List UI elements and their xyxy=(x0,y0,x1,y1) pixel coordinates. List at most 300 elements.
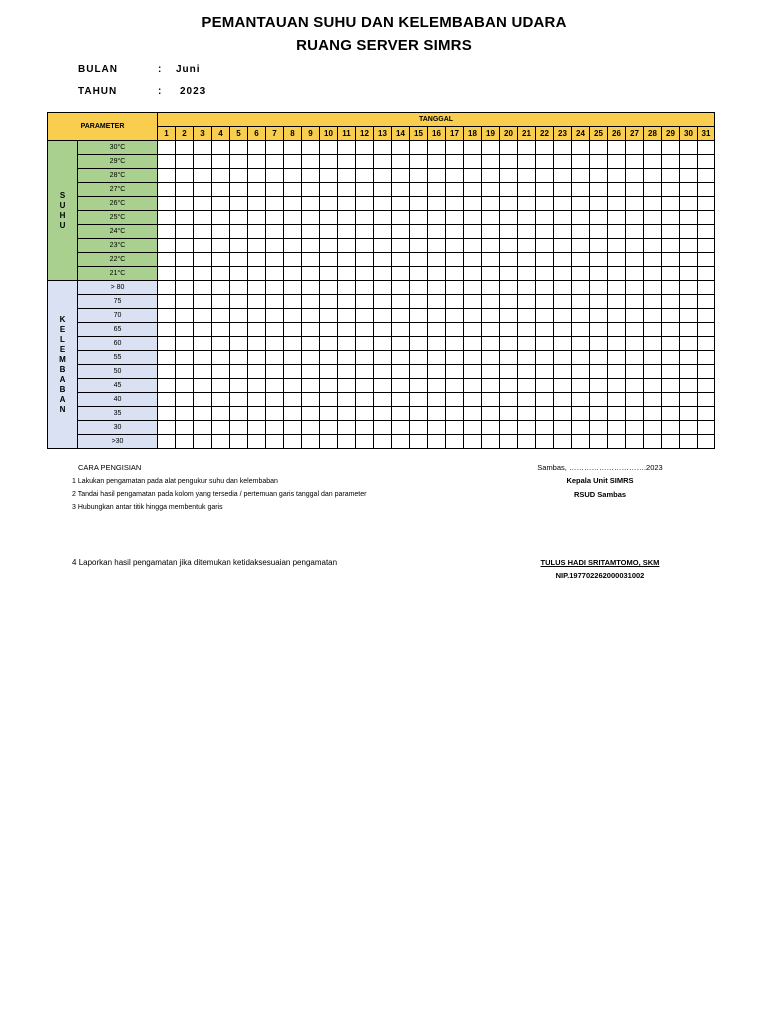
grid-cell xyxy=(446,225,464,239)
grid-cell xyxy=(590,225,608,239)
day-header: 24 xyxy=(572,127,590,141)
grid-cell xyxy=(158,379,176,393)
grid-cell xyxy=(374,253,392,267)
grid-cell xyxy=(518,267,536,281)
grid-cell xyxy=(608,169,626,183)
grid-cell xyxy=(392,225,410,239)
grid-cell xyxy=(554,169,572,183)
grid-cell xyxy=(320,365,338,379)
grid-cell xyxy=(266,379,284,393)
grid-cell xyxy=(446,309,464,323)
grid-cell xyxy=(572,365,590,379)
grid-cell xyxy=(248,253,266,267)
suhu-value: 28°C xyxy=(78,169,158,183)
grid-cell xyxy=(680,239,698,253)
grid-cell xyxy=(176,141,194,155)
grid-cell xyxy=(446,253,464,267)
grid-cell xyxy=(644,309,662,323)
grid-cell xyxy=(266,393,284,407)
grid-cell xyxy=(536,239,554,253)
grid-cell xyxy=(194,239,212,253)
day-header: 23 xyxy=(554,127,572,141)
grid-cell xyxy=(500,393,518,407)
grid-cell xyxy=(302,421,320,435)
grid-cell xyxy=(374,155,392,169)
grid-cell xyxy=(464,421,482,435)
grid-cell xyxy=(500,225,518,239)
day-header: 4 xyxy=(212,127,230,141)
grid-cell xyxy=(410,281,428,295)
grid-cell xyxy=(266,253,284,267)
grid-cell xyxy=(230,379,248,393)
grid-cell xyxy=(680,183,698,197)
grid-cell xyxy=(302,197,320,211)
grid-cell xyxy=(464,267,482,281)
grid-cell xyxy=(410,421,428,435)
grid-cell xyxy=(500,211,518,225)
grid-cell xyxy=(212,155,230,169)
grid-cell xyxy=(338,169,356,183)
grid-cell xyxy=(302,309,320,323)
grid-cell xyxy=(338,365,356,379)
grid-cell xyxy=(626,267,644,281)
grid-cell xyxy=(608,323,626,337)
grid-cell xyxy=(518,253,536,267)
grid-cell xyxy=(374,225,392,239)
grid-cell xyxy=(302,435,320,449)
grid-cell xyxy=(212,309,230,323)
grid-cell xyxy=(302,379,320,393)
grid-cell xyxy=(302,337,320,351)
grid-cell xyxy=(536,155,554,169)
grid-cell xyxy=(608,337,626,351)
grid-cell xyxy=(284,253,302,267)
grid-cell xyxy=(374,435,392,449)
grid-cell xyxy=(608,183,626,197)
grid-cell xyxy=(248,239,266,253)
instruction-text: Laporkan hasil pengamatan jika ditemukan ketidaksesuaian pengamatan xyxy=(78,558,338,567)
grid-cell xyxy=(284,281,302,295)
grid-cell xyxy=(662,169,680,183)
grid-cell xyxy=(680,379,698,393)
grid-cell xyxy=(644,141,662,155)
instruction-num: 2 xyxy=(72,491,76,498)
grid-cell xyxy=(464,239,482,253)
day-header: 2 xyxy=(176,127,194,141)
grid-cell xyxy=(248,365,266,379)
grid-cell xyxy=(698,197,715,211)
grid-cell xyxy=(626,141,644,155)
day-header: 27 xyxy=(626,127,644,141)
grid-cell xyxy=(356,169,374,183)
grid-cell xyxy=(662,323,680,337)
grid-cell xyxy=(446,435,464,449)
day-header: 21 xyxy=(518,127,536,141)
grid-cell xyxy=(536,323,554,337)
grid-cell xyxy=(572,281,590,295)
day-header: 14 xyxy=(392,127,410,141)
grid-cell xyxy=(680,211,698,225)
grid-cell xyxy=(266,351,284,365)
grid-cell xyxy=(194,155,212,169)
grid-cell xyxy=(428,225,446,239)
grid-cell xyxy=(392,197,410,211)
grid-cell xyxy=(428,267,446,281)
grid-cell xyxy=(266,295,284,309)
grid-cell xyxy=(518,323,536,337)
grid-cell xyxy=(374,379,392,393)
instruction-num: 3 xyxy=(72,504,76,511)
grid-cell xyxy=(500,141,518,155)
grid-cell xyxy=(212,435,230,449)
grid-cell xyxy=(644,435,662,449)
grid-cell xyxy=(176,155,194,169)
grid-cell xyxy=(284,309,302,323)
grid-cell xyxy=(302,393,320,407)
grid-cell xyxy=(374,141,392,155)
grid-cell xyxy=(176,365,194,379)
instruction-num: 1 xyxy=(72,478,76,485)
grid-cell xyxy=(410,183,428,197)
grid-cell xyxy=(158,407,176,421)
grid-cell xyxy=(590,365,608,379)
grid-cell xyxy=(464,155,482,169)
grid-cell xyxy=(590,211,608,225)
grid-cell xyxy=(662,211,680,225)
kelembaban-value: 60 xyxy=(78,337,158,351)
grid-cell xyxy=(356,393,374,407)
grid-cell xyxy=(518,239,536,253)
page-title: PEMANTAUAN SUHU DAN KELEMBABAN UDARA xyxy=(201,14,567,31)
grid-cell xyxy=(698,323,715,337)
grid-cell xyxy=(230,183,248,197)
grid-cell xyxy=(518,197,536,211)
grid-cell xyxy=(410,155,428,169)
grid-cell xyxy=(374,169,392,183)
grid-cell xyxy=(428,281,446,295)
grid-cell xyxy=(284,351,302,365)
grid-cell xyxy=(302,407,320,421)
grid-cell xyxy=(698,351,715,365)
grid-cell xyxy=(230,407,248,421)
grid-cell xyxy=(680,141,698,155)
grid-cell xyxy=(662,197,680,211)
grid-cell xyxy=(464,309,482,323)
suhu-value: 24°C xyxy=(78,225,158,239)
grid-cell xyxy=(644,253,662,267)
day-header: 12 xyxy=(356,127,374,141)
grid-cell xyxy=(392,155,410,169)
grid-cell xyxy=(374,407,392,421)
grid-cell xyxy=(608,295,626,309)
grid-cell xyxy=(662,225,680,239)
grid-cell xyxy=(608,407,626,421)
grid-cell xyxy=(554,309,572,323)
grid-cell xyxy=(644,379,662,393)
grid-cell xyxy=(464,169,482,183)
grid-cell xyxy=(428,379,446,393)
grid-cell xyxy=(284,239,302,253)
grid-cell xyxy=(698,239,715,253)
grid-cell xyxy=(590,267,608,281)
grid-cell xyxy=(644,421,662,435)
grid-cell xyxy=(158,141,176,155)
grid-cell xyxy=(302,239,320,253)
grid-cell xyxy=(194,309,212,323)
grid-cell xyxy=(608,309,626,323)
grid-cell xyxy=(176,421,194,435)
grid-cell xyxy=(320,253,338,267)
grid-cell xyxy=(230,309,248,323)
grid-cell xyxy=(590,253,608,267)
grid-cell xyxy=(428,421,446,435)
grid-cell xyxy=(320,337,338,351)
grid-cell xyxy=(338,253,356,267)
grid-cell xyxy=(212,379,230,393)
grid-cell xyxy=(698,379,715,393)
grid-cell xyxy=(266,267,284,281)
grid-cell xyxy=(392,239,410,253)
grid-cell xyxy=(392,337,410,351)
grid-cell xyxy=(698,141,715,155)
grid-cell xyxy=(428,295,446,309)
grid-cell xyxy=(644,393,662,407)
grid-cell xyxy=(644,239,662,253)
day-header: 7 xyxy=(266,127,284,141)
grid-cell xyxy=(518,295,536,309)
grid-cell xyxy=(410,295,428,309)
grid-cell xyxy=(644,155,662,169)
grid-cell xyxy=(320,197,338,211)
grid-cell xyxy=(626,281,644,295)
grid-cell xyxy=(536,421,554,435)
grid-cell xyxy=(698,295,715,309)
grid-cell xyxy=(230,351,248,365)
grid-cell xyxy=(464,337,482,351)
grid-cell xyxy=(626,155,644,169)
grid-cell xyxy=(518,141,536,155)
grid-cell xyxy=(518,393,536,407)
grid-cell xyxy=(662,155,680,169)
grid-cell xyxy=(266,239,284,253)
grid-cell xyxy=(680,295,698,309)
grid-cell xyxy=(356,211,374,225)
grid-cell xyxy=(554,337,572,351)
kelembaban-label xyxy=(48,281,78,449)
grid-cell xyxy=(698,309,715,323)
grid-cell xyxy=(482,197,500,211)
grid-cell xyxy=(590,435,608,449)
grid-cell xyxy=(158,309,176,323)
grid-cell xyxy=(626,211,644,225)
grid-cell xyxy=(176,407,194,421)
grid-cell xyxy=(500,407,518,421)
grid-cell xyxy=(230,295,248,309)
grid-cell xyxy=(482,323,500,337)
grid-cell xyxy=(500,183,518,197)
grid-cell xyxy=(302,365,320,379)
day-header: 15 xyxy=(410,127,428,141)
grid-cell xyxy=(176,267,194,281)
grid-cell xyxy=(248,155,266,169)
grid-cell xyxy=(554,197,572,211)
grid-cell xyxy=(374,295,392,309)
grid-cell xyxy=(212,169,230,183)
grid-cell xyxy=(572,337,590,351)
grid-cell xyxy=(194,183,212,197)
day-header: 31 xyxy=(698,127,715,141)
day-header: 16 xyxy=(428,127,446,141)
suhu-value: 25°C xyxy=(78,211,158,225)
grid-cell xyxy=(428,211,446,225)
grid-cell xyxy=(284,295,302,309)
suhu-value: 22°C xyxy=(78,253,158,267)
grid-cell xyxy=(230,211,248,225)
grid-cell xyxy=(248,141,266,155)
grid-cell xyxy=(500,281,518,295)
grid-cell xyxy=(644,211,662,225)
grid-cell xyxy=(446,393,464,407)
grid-cell xyxy=(158,211,176,225)
grid-cell xyxy=(698,253,715,267)
grid-cell xyxy=(590,421,608,435)
grid-cell xyxy=(680,323,698,337)
grid-cell xyxy=(662,421,680,435)
grid-cell xyxy=(428,141,446,155)
grid-cell xyxy=(536,169,554,183)
grid-cell xyxy=(410,197,428,211)
grid-cell xyxy=(518,351,536,365)
grid-cell xyxy=(320,407,338,421)
grid-cell xyxy=(338,393,356,407)
grid-cell xyxy=(590,239,608,253)
grid-cell xyxy=(248,281,266,295)
grid-cell xyxy=(662,337,680,351)
grid-cell xyxy=(248,421,266,435)
grid-cell xyxy=(158,155,176,169)
grid-cell xyxy=(554,267,572,281)
day-header: 25 xyxy=(590,127,608,141)
grid-cell xyxy=(446,197,464,211)
day-header: 30 xyxy=(680,127,698,141)
grid-cell xyxy=(662,379,680,393)
grid-cell xyxy=(230,323,248,337)
kelembaban-value: 45 xyxy=(78,379,158,393)
grid-cell xyxy=(194,295,212,309)
grid-cell xyxy=(626,407,644,421)
grid-cell xyxy=(554,155,572,169)
grid-cell xyxy=(518,225,536,239)
grid-cell xyxy=(284,379,302,393)
grid-cell xyxy=(428,323,446,337)
grid-cell xyxy=(590,155,608,169)
day-header: 8 xyxy=(284,127,302,141)
grid-cell xyxy=(302,141,320,155)
grid-cell xyxy=(320,169,338,183)
suhu-value: 23°C xyxy=(78,239,158,253)
grid-cell xyxy=(590,141,608,155)
grid-cell xyxy=(698,281,715,295)
grid-cell xyxy=(698,183,715,197)
grid-cell xyxy=(374,197,392,211)
grid-cell xyxy=(500,337,518,351)
signature-nip: NIP.197702262000031002 xyxy=(555,571,645,580)
grid-cell xyxy=(626,435,644,449)
grid-cell xyxy=(374,267,392,281)
grid-cell xyxy=(212,239,230,253)
grid-cell xyxy=(356,239,374,253)
tahun-label: TAHUN xyxy=(78,86,118,97)
instruction-item-3 xyxy=(72,504,223,511)
grid-cell xyxy=(482,435,500,449)
grid-cell xyxy=(518,421,536,435)
grid-cell xyxy=(194,337,212,351)
grid-cell xyxy=(536,393,554,407)
grid-cell xyxy=(338,407,356,421)
grid-cell xyxy=(590,407,608,421)
grid-cell xyxy=(356,337,374,351)
grid-cell xyxy=(554,211,572,225)
grid-cell xyxy=(230,365,248,379)
grid-cell xyxy=(176,351,194,365)
grid-cell xyxy=(500,435,518,449)
kelembaban-value: 55 xyxy=(78,351,158,365)
grid-cell xyxy=(590,323,608,337)
grid-cell xyxy=(482,211,500,225)
grid-cell xyxy=(446,267,464,281)
grid-cell xyxy=(176,239,194,253)
grid-cell xyxy=(680,169,698,183)
grid-cell xyxy=(284,169,302,183)
grid-cell xyxy=(626,253,644,267)
grid-cell xyxy=(374,183,392,197)
grid-cell xyxy=(626,239,644,253)
grid-cell xyxy=(608,351,626,365)
grid-cell xyxy=(266,169,284,183)
grid-cell xyxy=(554,281,572,295)
grid-cell xyxy=(464,435,482,449)
grid-cell xyxy=(554,295,572,309)
grid-cell xyxy=(482,309,500,323)
grid-cell xyxy=(464,295,482,309)
grid-cell xyxy=(518,337,536,351)
grid-cell xyxy=(284,323,302,337)
grid-cell xyxy=(248,267,266,281)
grid-cell xyxy=(590,295,608,309)
grid-cell xyxy=(392,393,410,407)
grid-cell xyxy=(536,337,554,351)
grid-cell xyxy=(158,197,176,211)
grid-cell xyxy=(320,141,338,155)
grid-cell xyxy=(338,379,356,393)
grid-cell xyxy=(680,197,698,211)
grid-cell xyxy=(644,295,662,309)
grid-cell xyxy=(500,323,518,337)
grid-cell xyxy=(482,393,500,407)
grid-cell xyxy=(302,155,320,169)
grid-cell xyxy=(554,225,572,239)
grid-cell xyxy=(176,323,194,337)
grid-cell xyxy=(158,281,176,295)
kelembaban-value: 35 xyxy=(78,407,158,421)
grid-cell xyxy=(194,225,212,239)
grid-cell xyxy=(356,407,374,421)
day-header: 29 xyxy=(662,127,680,141)
grid-cell xyxy=(176,295,194,309)
grid-cell xyxy=(338,435,356,449)
grid-cell xyxy=(680,365,698,379)
grid-cell xyxy=(320,155,338,169)
